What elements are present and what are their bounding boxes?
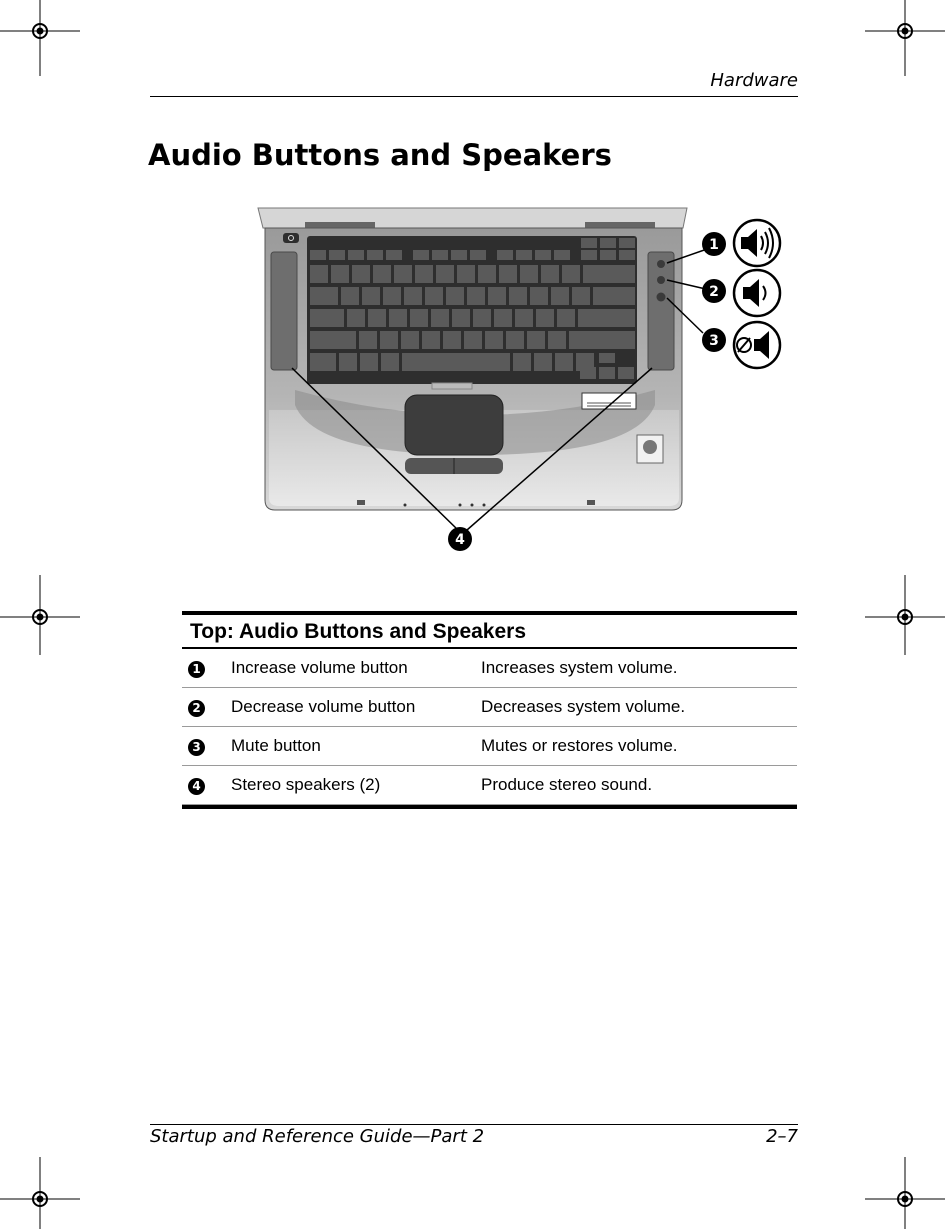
mute-button [657, 293, 666, 302]
table-row [182, 649, 797, 688]
row-number-badge: 2 [188, 700, 205, 717]
callout-1-label: 1 [709, 237, 719, 253]
row-component: Stereo speakers (2) [231, 775, 381, 794]
table-row [182, 688, 797, 727]
row-description: Increases system volume. [481, 658, 678, 677]
row-component: Decrease volume button [231, 697, 416, 716]
table-bottom-rule [182, 805, 797, 809]
callout-4-label: 4 [455, 532, 465, 548]
row-description: Produce stereo sound. [481, 775, 653, 794]
table-title: Top: Audio Buttons and Speakers [182, 615, 797, 649]
row-number-badge: 3 [188, 739, 205, 756]
footer-title: Startup and Reference Guide—Part 2 [150, 1126, 485, 1147]
crop-mark-mid-left [0, 575, 80, 655]
row-component: Increase volume button [231, 658, 408, 677]
row-component: Mute button [231, 736, 321, 755]
row-number-badge: 1 [188, 661, 205, 678]
crop-mark-bottom-right [865, 1149, 945, 1229]
page-number: 2–7 [766, 1126, 798, 1147]
row-number-badge: 4 [188, 778, 205, 795]
row-description: Mutes or restores volume. [481, 736, 678, 755]
footer-rule [150, 1124, 798, 1125]
crop-mark-bottom-left [0, 1149, 80, 1229]
crop-mark-top-left [0, 0, 80, 80]
callout-3 [702, 328, 726, 352]
volume-down-icon [734, 270, 780, 316]
callout-3-label: 3 [709, 333, 719, 349]
section-title: Audio Buttons and Speakers [148, 138, 612, 172]
crop-mark-top-right [865, 0, 945, 80]
callout-1 [702, 232, 726, 256]
callout-2-label: 2 [709, 284, 719, 300]
crop-mark-mid-right [865, 575, 945, 655]
left-speaker-grille [271, 252, 297, 370]
mute-icon [734, 322, 780, 368]
laptop-figure [255, 200, 795, 560]
header-rule [150, 96, 798, 97]
right-speaker-grille [648, 252, 674, 370]
volume-down-button [657, 276, 665, 284]
row-description: Decreases system volume. [481, 697, 686, 716]
power-button [283, 233, 299, 243]
volume-up-icon [734, 220, 780, 266]
callout-2 [702, 279, 726, 303]
table-row [182, 766, 797, 805]
touchpad [405, 395, 503, 455]
table-row [182, 727, 797, 766]
laptop-illustration [255, 200, 795, 560]
callout-4 [448, 527, 472, 551]
volume-up-button [657, 260, 665, 268]
running-head: Hardware [710, 70, 798, 91]
audio-table [182, 611, 797, 809]
